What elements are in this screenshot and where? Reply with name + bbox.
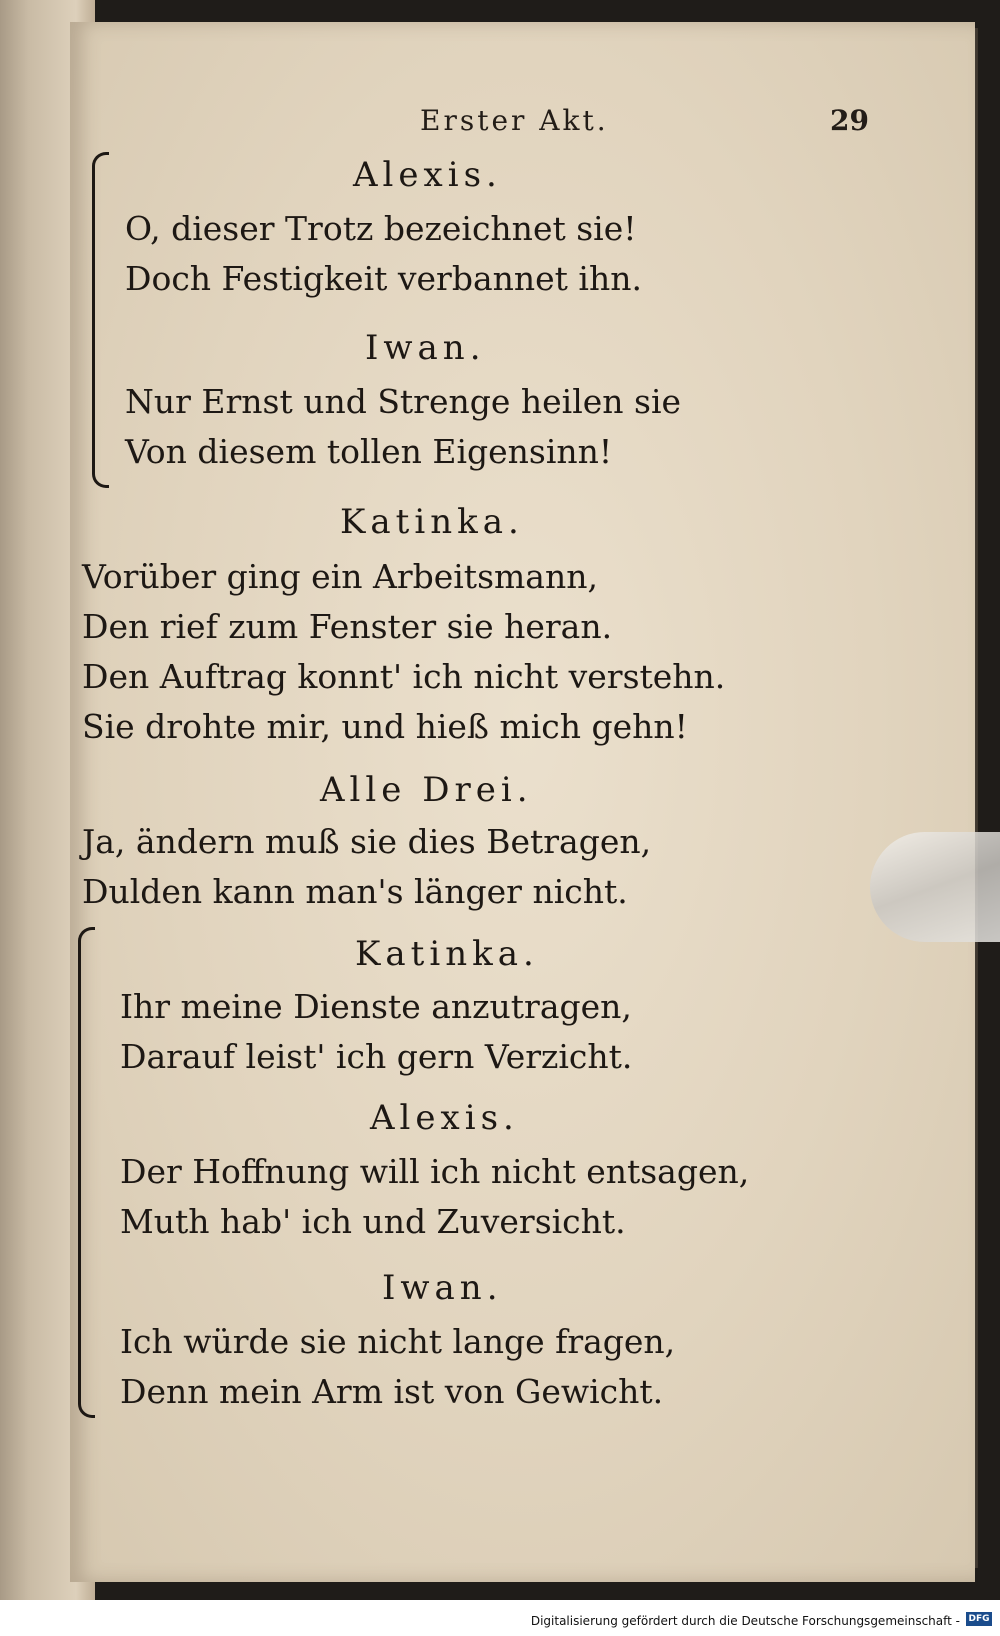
verse-line: Von diesem tollen Eigensinn! bbox=[125, 432, 613, 471]
speaker-name: Alexis. bbox=[370, 1098, 519, 1138]
running-head: Erster Akt. bbox=[420, 104, 609, 137]
verse-line: Doch Festigkeit verbannet ihn. bbox=[125, 259, 642, 298]
verse-line: Denn mein Arm ist von Gewicht. bbox=[120, 1372, 664, 1411]
speaker-name: Iwan. bbox=[382, 1268, 503, 1308]
book-page bbox=[70, 22, 975, 1582]
verse-line: O, dieser Trotz bezeichnet sie! bbox=[125, 209, 637, 248]
brace-upper bbox=[92, 152, 109, 488]
page-header bbox=[70, 104, 975, 154]
speaker-name: Iwan. bbox=[365, 328, 486, 368]
speaker-name: Katinka. bbox=[355, 934, 539, 974]
verse-line: Ja, ändern muß sie dies Betragen, bbox=[82, 822, 652, 861]
verse-line: Muth hab' ich und Zuversicht. bbox=[120, 1202, 626, 1241]
verse-line: Nur Ernst und Strenge heilen sie bbox=[125, 382, 682, 421]
verse-line: Den Auftrag konnt' ich nicht verstehn. bbox=[82, 657, 726, 696]
dfg-logo: DFG bbox=[966, 1612, 992, 1626]
verse-line: Ihr meine Dienste anzutragen, bbox=[120, 987, 632, 1026]
verse-line: Darauf leist' ich gern Verzicht. bbox=[120, 1037, 633, 1076]
verse-line: Sie drohte mir, und hieß mich gehn! bbox=[82, 707, 688, 746]
speaker-name: Alexis. bbox=[353, 155, 502, 195]
brace-lower bbox=[78, 927, 95, 1418]
page-clip bbox=[870, 832, 1000, 942]
verse-line: Den rief zum Fenster sie heran. bbox=[82, 607, 613, 646]
verse-line: Ich würde sie nicht lange fragen, bbox=[120, 1322, 676, 1361]
verse-line: Der Hoffnung will ich nicht entsagen, bbox=[120, 1152, 750, 1191]
footer-credit: Digitalisierung gefördert durch die Deutsche Forschungsgemeinschaft - bbox=[530, 1614, 960, 1628]
page-number: 29 bbox=[830, 104, 869, 137]
digitization-footer bbox=[0, 1600, 1000, 1636]
verse-line: Dulden kann man's länger nicht. bbox=[82, 872, 628, 911]
verse-line: Vorüber ging ein Arbeitsmann, bbox=[82, 557, 598, 596]
speaker-name: Katinka. bbox=[340, 502, 524, 542]
speaker-name: Alle Drei. bbox=[320, 770, 533, 810]
